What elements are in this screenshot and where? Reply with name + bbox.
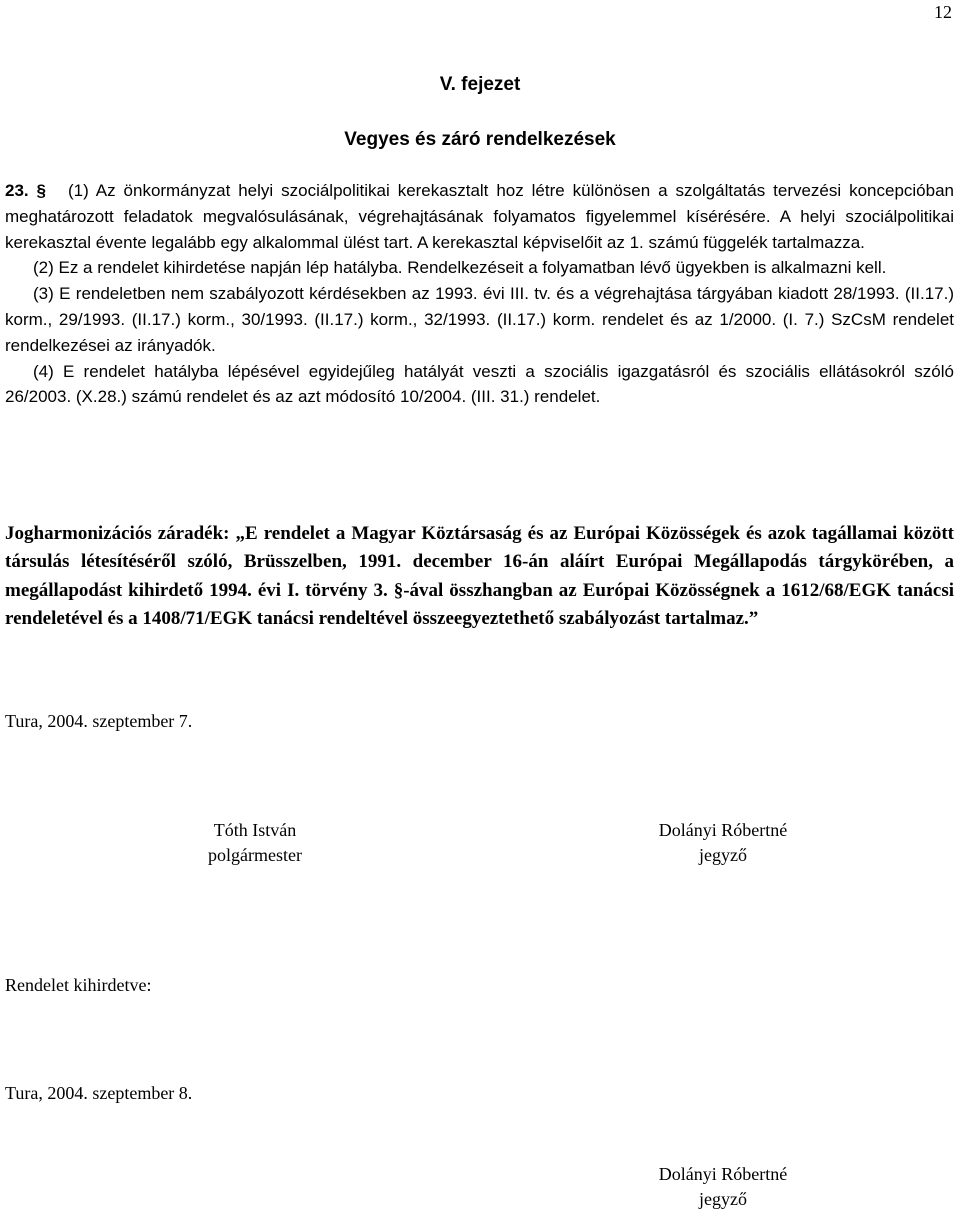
paragraph-2: (2) Ez a rendelet kihirdetése napján lép hatályba. Rendelkezéseit a folyamatban lévő ügyekben is alkalmazni kell.: [33, 258, 887, 278]
signature-block-mayor: [160, 818, 350, 868]
page-number: 12: [934, 2, 952, 22]
signatory-name: Dolányi Róbertné: [658, 820, 788, 840]
signatory-name: Tóth István: [213, 820, 297, 840]
section-23: [5, 178, 954, 410]
section-number: 23. §: [5, 181, 47, 200]
signatory-title: jegyző: [699, 1189, 747, 1209]
paragraph-1-text: (1) Az önkormányzat helyi szociálpolitikai kerekasztalt hoz létre különösen a szolgáltatás tervezési koncepcióban meghatározott feladatok megvalósulásának, végrehajtásának folyamatos figyelemmel kísérésére. A helyi szociálpolitikai kerekasztal évente legalább egy alkalommal ülést tart. A kerekasztal képviselőit az 1. számú függelék tartalmazza.: [5, 181, 954, 252]
signature-block-promulgation: [618, 1162, 828, 1212]
paragraph-1: [5, 178, 954, 255]
promulgation-date: Tura, 2004. szeptember 8.: [5, 1083, 193, 1103]
signatory-title: polgármester: [208, 845, 302, 865]
promulgation-label: Rendelet kihirdetve:: [5, 975, 152, 995]
signatory-title: jegyző: [699, 845, 747, 865]
signatory-name: Dolányi Róbertné: [658, 1164, 788, 1184]
signing-date: Tura, 2004. szeptember 7.: [5, 711, 193, 731]
paragraph-4: (4) E rendelet hatályba lépésével egyidejűleg hatályát veszti a szociális igazgatásról és szociális ellátásokról szóló 26/2003. (X.28.) számú rendelet és az azt módosító 10/2004. (III. 31.) rendelet.: [5, 361, 954, 407]
chapter-title: V. fejezet: [439, 74, 521, 95]
signature-block-notary: [618, 818, 828, 868]
harmonization-clause: Jogharmonizációs záradék: „E rendelet a Magyar Köztársaság és az Európai Közösségek és azok tagállamai között társulás létesítéséről szóló, Brüsszelben, 1991. december 16-án aláírt Európai Megállapodás tárgykörében, a megállapodást kihirdető 1994. évi I. törvény 3. §-ával összhangban az Európai Közösségnek a 1612/68/EGK tanácsi rendeletével és a 1408/71/EGK tanácsi rendeltével összeegyeztethető szabályozást tartalmaz.”: [5, 523, 954, 630]
paragraph-3: (3) E rendeletben nem szabályozott kérdésekben az 1993. évi III. tv. és a végrehajtása tárgyában kiadott 28/1993. (II.17.) korm., 29/1993. (II.17.) korm., 30/1993. (II.17.) korm., 32/1993. (II.17.) korm. rendelet és az 1/2000. (I. 7.) SzCsM rendelet rendelkezései az irányadók.: [5, 284, 954, 355]
chapter-subtitle: Vegyes és záró rendelkezések: [344, 129, 616, 150]
